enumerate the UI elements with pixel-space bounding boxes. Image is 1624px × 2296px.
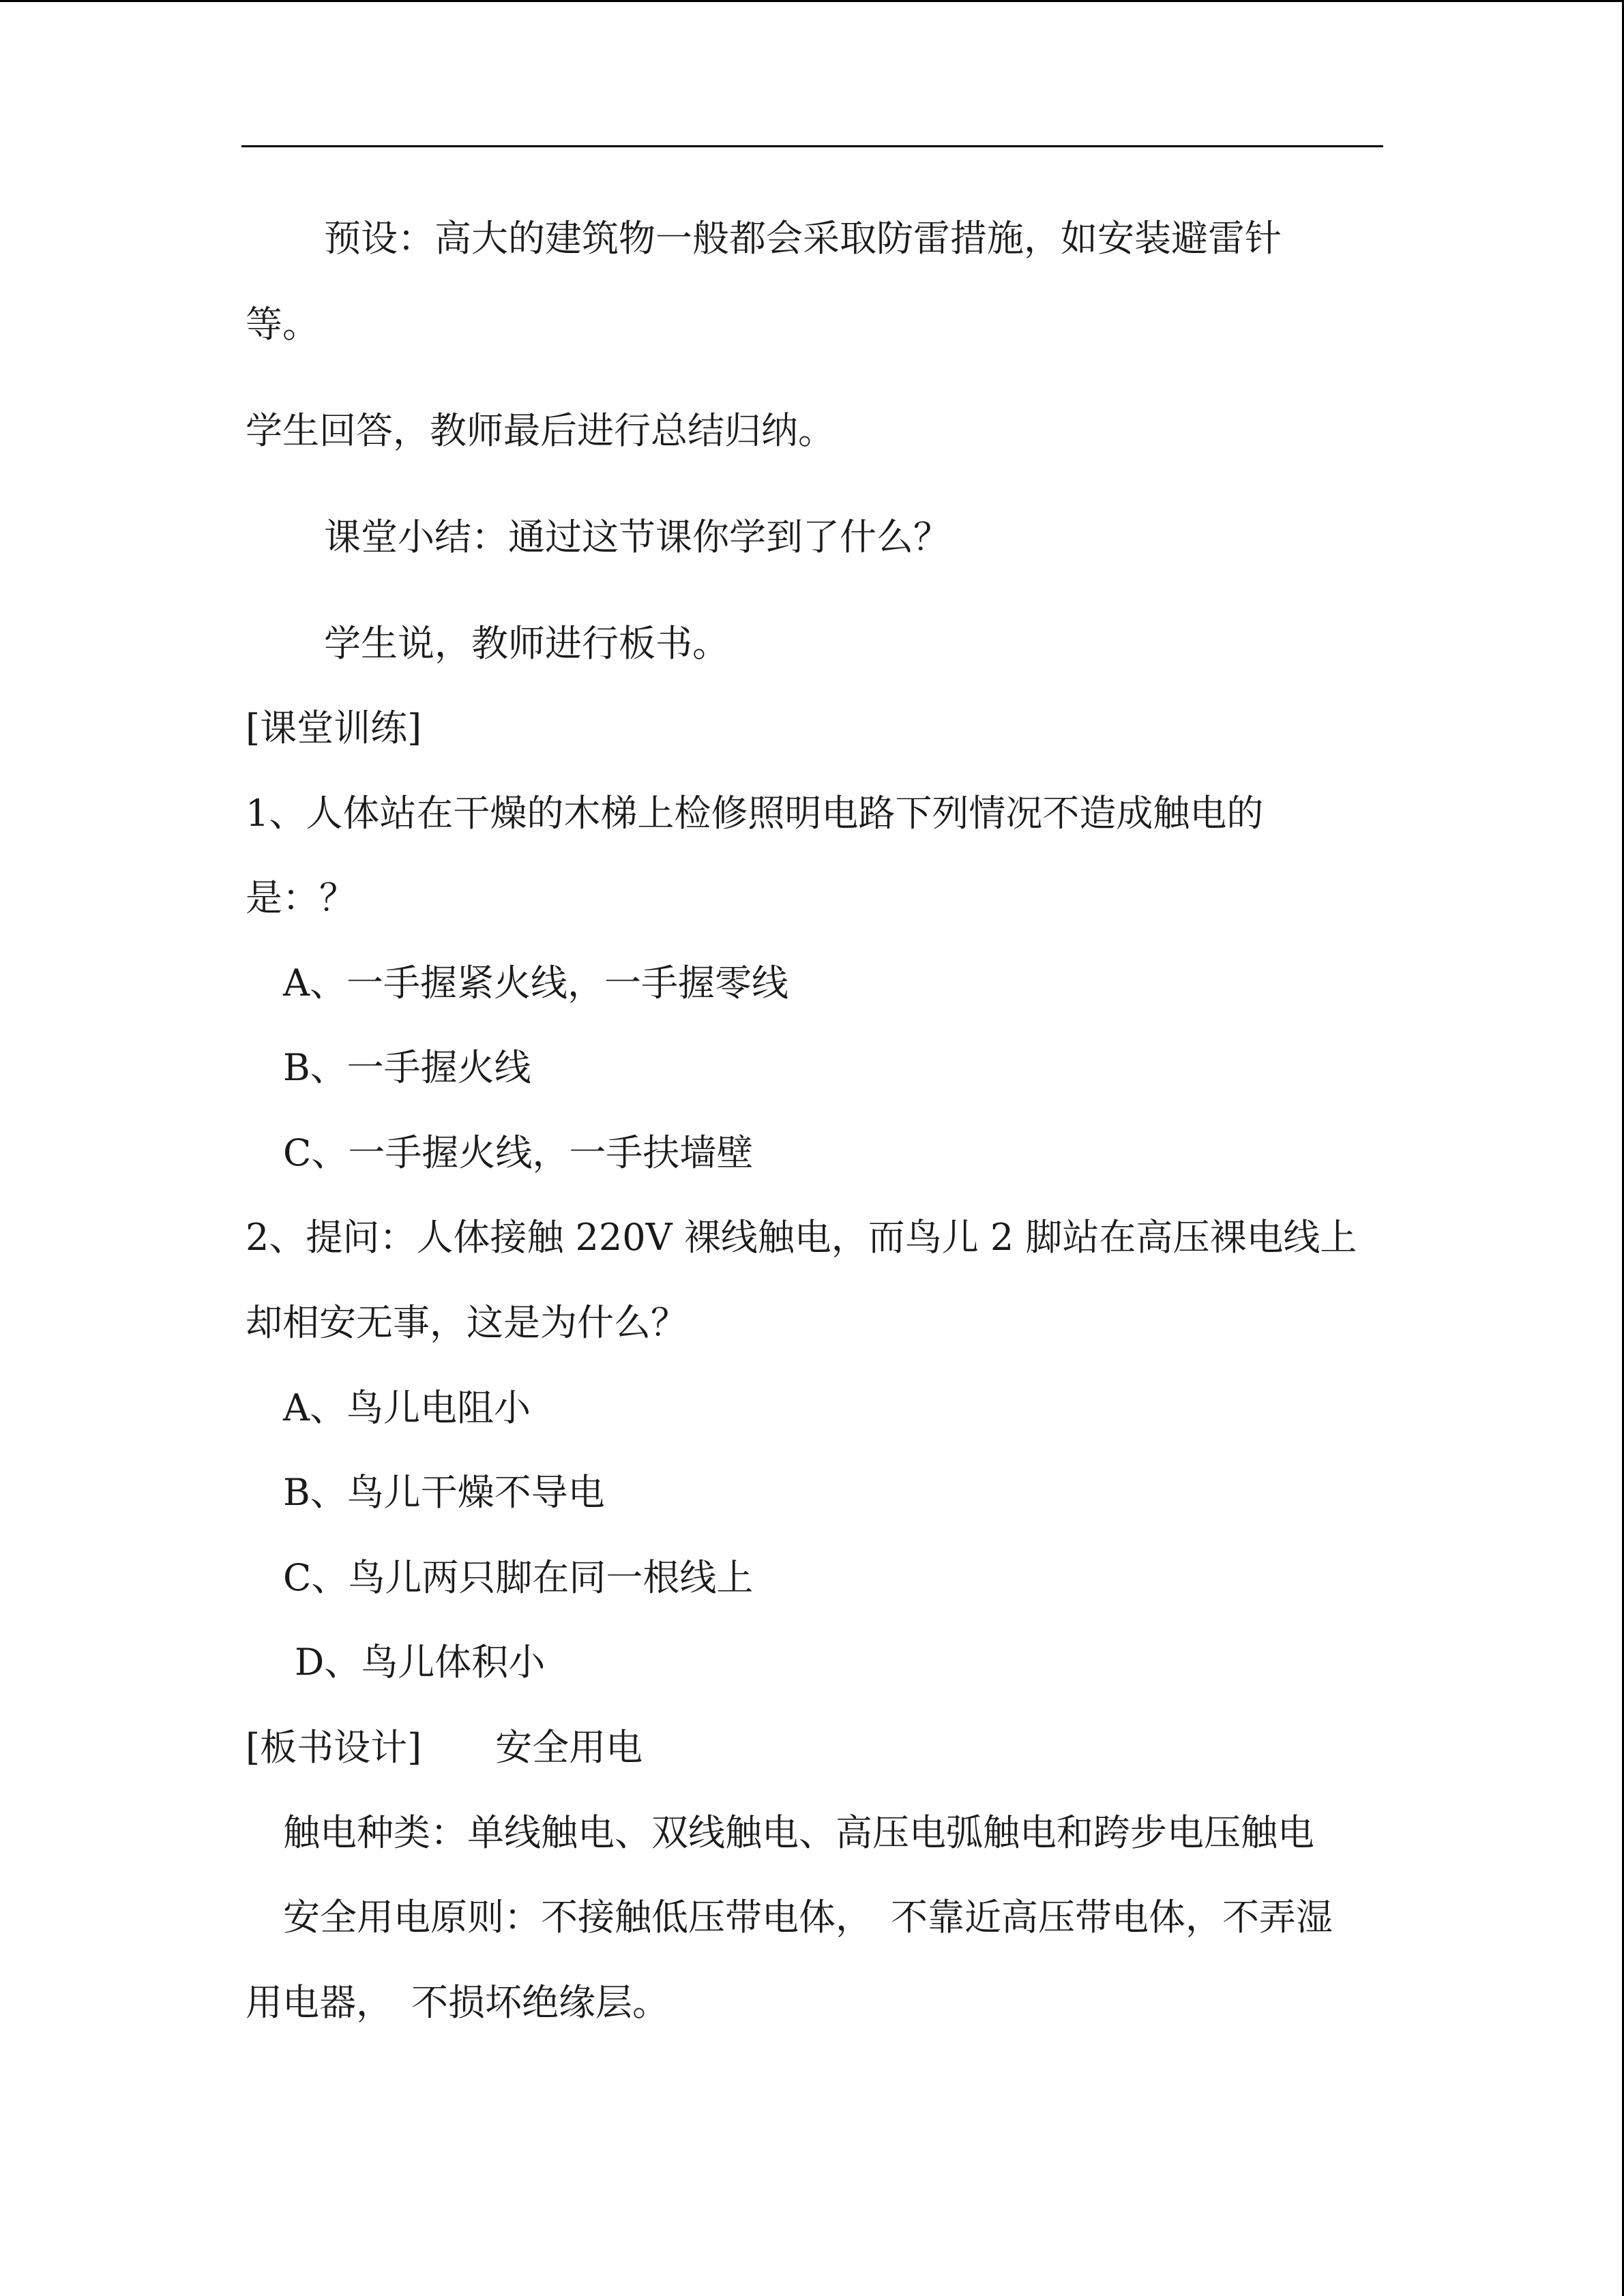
question-2-line-1: 2、提问：人体接触 220V 裸线触电，而鸟儿 2 脚站在高压裸电线上 — [246, 1216, 1357, 1259]
question-1-option-b: B、一手握火线 — [283, 1046, 531, 1089]
question-2-option-d: D、鸟儿体积小 — [295, 1641, 546, 1684]
shock-types-line: 触电种类：单线触电、双线触电、高压电弧触电和跨步电压触电 — [283, 1811, 1314, 1854]
question-1-line-2: 是：？ — [246, 876, 356, 919]
question-1-option-a: A、一手握紧火线，一手握零线 — [283, 961, 788, 1004]
student-answer-line: 学生回答，教师最后进行总结归纳。 — [246, 409, 835, 452]
section-heading-board-design: [板书设计] 安全用电 — [246, 1726, 643, 1769]
question-2-option-c: C、鸟儿两只脚在同一根线上 — [283, 1556, 754, 1599]
safety-principles-line-2: 用电器， 不损坏绝缘层。 — [246, 1981, 669, 2024]
safety-principles-line-1: 安全用电原则：不接触低压带电体， 不靠近高压带电体，不弄湿 — [283, 1896, 1333, 1939]
header-rule — [241, 145, 1383, 147]
question-1-line-1: 1、人体站在干燥的木梯上检修照明电路下列情况不造成触电的 — [246, 792, 1264, 835]
question-2-option-b: B、鸟儿干燥不导电 — [283, 1471, 605, 1514]
class-summary-line: 课堂小结：通过这节课你学到了什么？ — [324, 516, 950, 558]
question-1-option-c: C、一手握火线，一手扶墙壁 — [283, 1131, 754, 1174]
board-writing-line: 学生说，教师进行板书。 — [324, 622, 729, 665]
preset-line-2: 等。 — [246, 303, 319, 346]
question-2-option-a: A、鸟儿电阻小 — [283, 1386, 531, 1429]
section-heading-exercise: [课堂训练] — [246, 706, 422, 749]
question-2-line-2: 却相安无事，这是为什么？ — [246, 1301, 688, 1344]
preset-line-1: 预设：高大的建筑物一般都会采取防雷措施，如安装避雷针 — [324, 217, 1282, 260]
